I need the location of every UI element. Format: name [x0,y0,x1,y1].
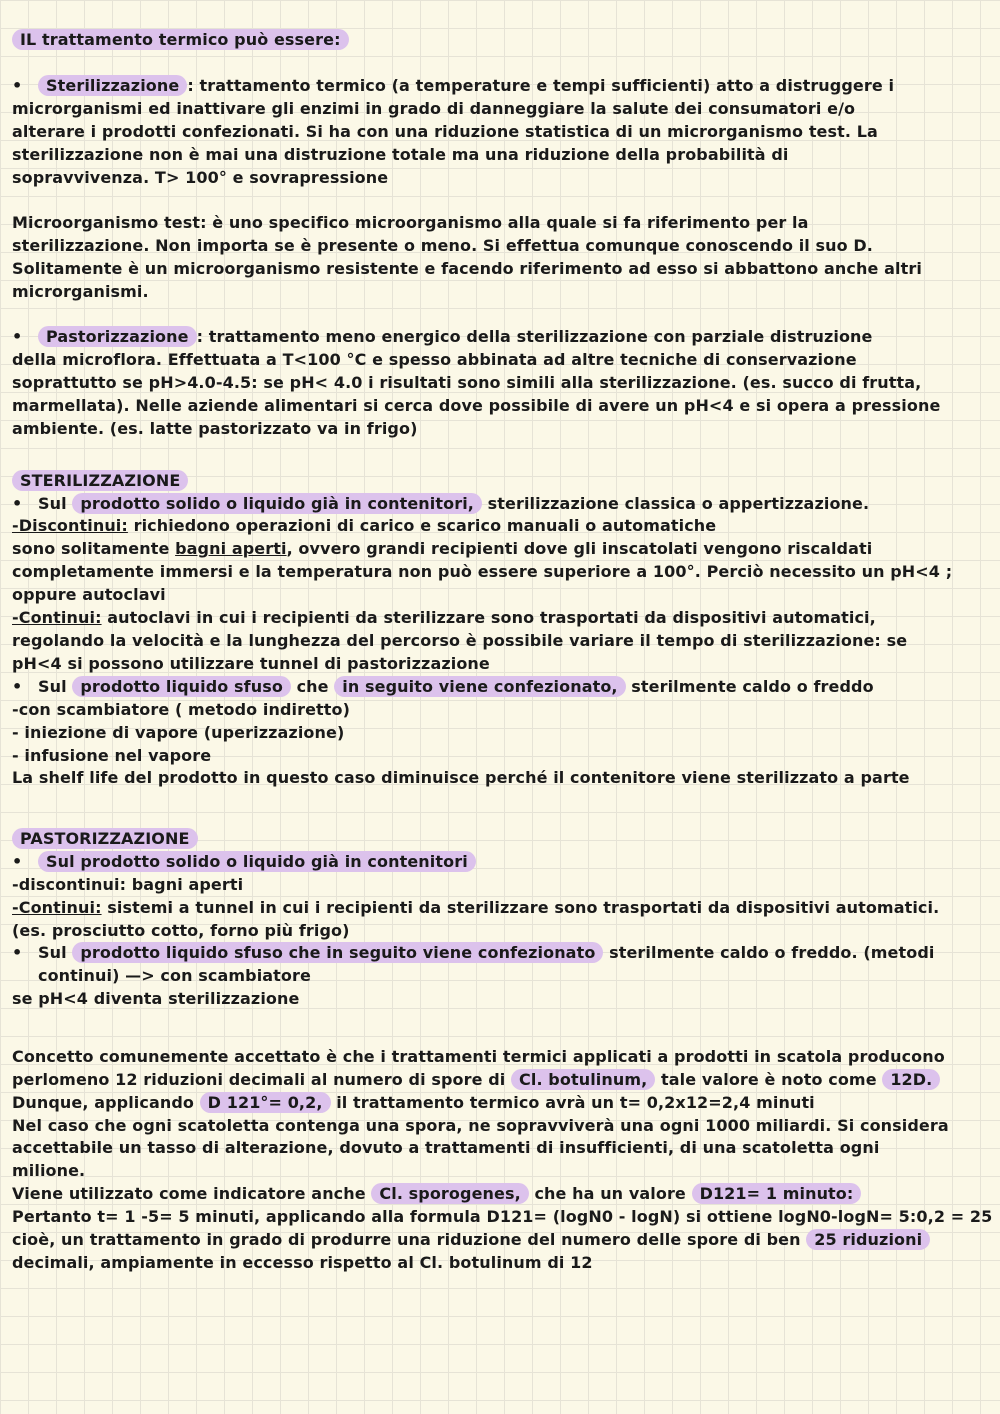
ster-iniezione-line: - iniezione di vapore (uperizzazione) [12,723,345,742]
ster-immersi-line: completamente immersi e la temperatura non può essere superiore a 100°. Perciò necessito un pH<4 ; [12,562,953,581]
ster-autoclavi-line: oppure autoclavi [12,585,166,604]
microorganismo-line-3: Solitamente è un microorganismo resistente e facendo riferimento ad esso si abbattono anche altri [12,259,922,278]
intro-line [12,29,349,51]
bullet-icon: • [12,327,23,346]
past-liquido-line: • Sul prodotto liquido sfuso che in seguito viene confezionato sterilmente caldo o freddo. (metodi [12,943,935,962]
past-continui-line: -Continui: sistemi a tunnel in cui i recipienti da sterilizzare sono trasportati da dispositivi automatici. [12,898,940,917]
sterilizzazione-def-line-2: microrganismi ed inattivare gli enzimi in grado di danneggiare la salute dei consumatori e/o [12,99,856,118]
microorganismo-line-1: Microorganismo test: è uno specifico microorganismo alla quale si fa riferimento per la [12,213,809,232]
concetto-line-4: Nel caso che ogni scatoletta contenga una spora, ne sopravviverà una ogni 1000 miliardi. Si considera [12,1116,949,1135]
concetto-line-3: Dunque, applicando D 121°= 0,2, il trattamento termico avrà un t= 0,2x12=2,4 minuti [12,1093,815,1112]
bullet-icon: • [12,852,23,871]
concetto-line-5: accettabile un tasso di alterazione, dovuto a trattamenti di insufficienti, di una scatoletta ogni [12,1138,880,1157]
ster-bagni-line: sono solitamente bagni aperti, ovvero grandi recipienti dove gli inscatolati vengono riscaldati [12,539,873,558]
past-scambiatore-line: continui) —> con scambiatore [38,966,311,985]
intro-highlight: IL trattamento termico può essere: [12,29,349,50]
microorganismo-line-2: sterilizzazione. Non importa se è presente o meno. Si effettua comunque conoscendo il suo D. [12,236,873,255]
ster-continui-line: -Continui: autoclavi in cui i recipienti da sterilizzare sono trasportati da dispositivi automatici, [12,608,876,627]
sterilizzazione-def-line-5: sopravvivenza. T> 100° e sovrapressione [12,168,389,187]
concetto-line-6: milione. [12,1161,86,1180]
past-ph-line: se pH<4 diventa sterilizzazione [12,989,300,1008]
ster-tunnel-line: pH<4 si possono utilizzare tunnel di pastorizzazione [12,654,490,673]
past-discontinui-line: -discontinui: bagni aperti [12,875,244,894]
concetto-line-1: Concetto comunemente accettato è che i trattamenti termici applicati a prodotti in scatola producono [12,1047,945,1066]
bullet-icon: • [12,677,23,696]
bullet-icon: • [12,76,23,95]
ster-infusione-line: - infusione nel vapore [12,746,212,765]
ster-solido-line: • Sul prodotto solido o liquido già in contenitori, sterilizzazione classica o appertizzazione. [12,494,870,513]
ster-velocita-line: regolando la velocità e la lunghezza del percorso è possibile variare il tempo di sterilizzazione: se [12,631,908,650]
concetto-line-2: perlomeno 12 riduzioni decimali al numero di spore di Cl. botulinum, tale valore è noto come 12D. [12,1069,940,1091]
pastorizzazione-def-line-4: marmellata). Nelle aziende alimentari si cerca dove possibile di avere un pH<4 e si opera a pressione [12,396,941,415]
ster-shelf-life-line: La shelf life del prodotto in questo caso diminuisce perché il contenitore viene sterilizzato a parte [12,768,910,787]
concetto-line-7: Viene utilizzato come indicatore anche Cl. sporogenes, che ha un valore D121= 1 minuto: [12,1183,861,1205]
ster-discontinui-line: -Discontinui: richiedono operazioni di carico e scarico manuali o automatiche [12,516,717,535]
pastorizzazione-def-line-3: soprattutto se pH>4.0-4.5: se pH< 4.0 i risultati sono simili alla sterilizzazione. (es. succo di frutta, [12,373,922,392]
term-sterilizzazione: Sterilizzazione [38,75,187,96]
concetto-line-10: decimali, ampiamente in eccesso rispetto al Cl. botulinum di 12 [12,1253,593,1272]
ster-liquido-line: • Sul prodotto liquido sfuso che in seguito viene confezionato, sterilmente caldo o freddo [12,677,874,696]
pastorizzazione-def-line-1: • Pastorizzazione : trattamento meno energico della sterilizzazione con parziale distruzione [12,327,873,346]
ster-scambiatore-line: -con scambiatore ( metodo indiretto) [12,700,351,719]
concetto-line-9: cioè, un trattamento in grado di produrre una riduzione del numero delle spore di ben 25 riduzioni [12,1229,930,1251]
sterilizzazione-def-line-1: • Sterilizzazione : trattamento termico (a temperature e tempi sufficienti) atto a distruggere i [12,76,895,95]
sterilizzazione-def-line-4: sterilizzazione non è mai una distruzione totale ma una riduzione della probabilità di [12,145,789,164]
bullet-icon: • [12,494,23,513]
sterilizzazione-def-line-3: alterare i prodotti confezionati. Si ha con una riduzione statistica di un microrganismo test. La [12,122,878,141]
bullet-icon: • [12,943,23,962]
pastorizzazione-def-line-2: della microflora. Effettuata a T<100 °C e spesso abbinata ad altre tecniche di conservazione [12,350,857,369]
term-pastorizzazione: Pastorizzazione [38,326,197,347]
past-solido-line: • Sul prodotto solido o liquido già in contenitori [12,851,476,873]
section-heading-sterilizzazione: STERILIZZAZIONE [12,470,188,492]
pastorizzazione-def-line-5: ambiente. (es. latte pastorizzato va in frigo) [12,419,418,438]
microorganismo-line-4: microrganismi. [12,282,149,301]
section-heading-pastorizzazione: PASTORIZZAZIONE [12,828,198,850]
past-esempio-line: (es. prosciutto cotto, forno più frigo) [12,921,350,940]
concetto-line-8: Pertanto t= 1 -5= 5 minuti, applicando alla formula D121= (logN0 - logN) si ottiene logN0-logN= 5:0,2 = 25 [12,1207,993,1226]
